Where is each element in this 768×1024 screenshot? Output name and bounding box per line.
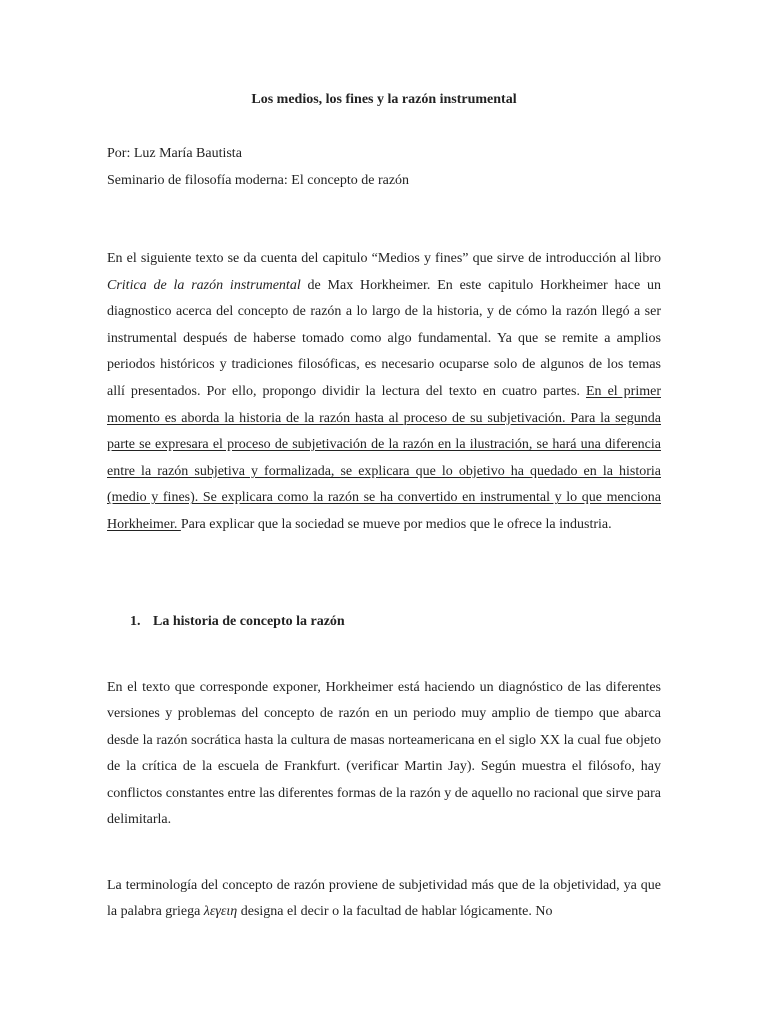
- paragraph3-text-1: La terminología del concepto de razón proviene de subjetividad más que de la objetividad, ya que la palabra griega: [107, 878, 661, 920]
- greek-word: λεγειη: [203, 904, 238, 920]
- section-number: 1.: [130, 614, 141, 629]
- author-line: Por: Luz María Bautista: [107, 146, 242, 161]
- intro-text-1: En el siguiente texto se da cuenta del capitulo “Medios y fines” que sirve de introducción al libro: [107, 251, 661, 266]
- intro-text-3: Para explicar que la sociedad se mueve por medios que le ofrece la industria.: [180, 516, 612, 532]
- paragraph3-text-2: designa el decir o la facultad de hablar lógicamente. No: [237, 904, 553, 920]
- intro-text-2: de Max Horkheimer. En este capitulo Horkheimer hace un diagnostico acerca del concepto de razón a lo largo de la historia, y de cómo la razón llegó a ser instrumental después de haberse tomado como algo fundamental. Ya que se remite a amplios periodos históricos y tradiciones filosóficas, es necesario ocuparse solo de algunos de los temas allí presentados. Por ello, propongo dividir la lectura del texto en cuatro partes.: [107, 277, 661, 399]
- body-paragraph-2: En el texto que corresponde exponer, Horkheimer está haciendo un diagnóstico de las diferentes versiones y problemas del concepto de razón en un periodo muy amplio de tiempo que abarca desde la razón socrática hasta la cultura de masas norteamericana en el siglo XX la cual fue objeto de la crítica de la escuela de Frankfurt. (verificar Martin Jay). Según muestra el filósofo, hay conflictos constantes entre las diferentes formas de la razón y de aquello no racional que sirve para delimitarla.: [107, 680, 661, 828]
- section-title: La historia de concepto la razón: [153, 614, 345, 629]
- section-heading: [130, 614, 345, 630]
- book-title: Critica de la razón instrumental: [107, 277, 301, 293]
- intro-paragraph: [107, 246, 661, 539]
- seminar-line: Seminario de filosofía moderna: El concepto de razón: [107, 173, 410, 188]
- body-paragraph-3: [107, 873, 661, 926]
- underlined-text: En el primer momento es aborda la historia de la razón hasta al proceso de su subjetivación. Para la segunda parte se expresara el proceso de subjetivación de la razón en la ilustración, se hará una diferencia entre la razón subjetiva y formalizada, se explicara que lo objetivo ha quedado en la historia (medio y fines). Se explicara como la razón se ha convertido en instrumental y lo que menciona Horkheimer.: [107, 383, 661, 532]
- document-title: Los medios, los fines y la razón instrumental: [251, 92, 517, 107]
